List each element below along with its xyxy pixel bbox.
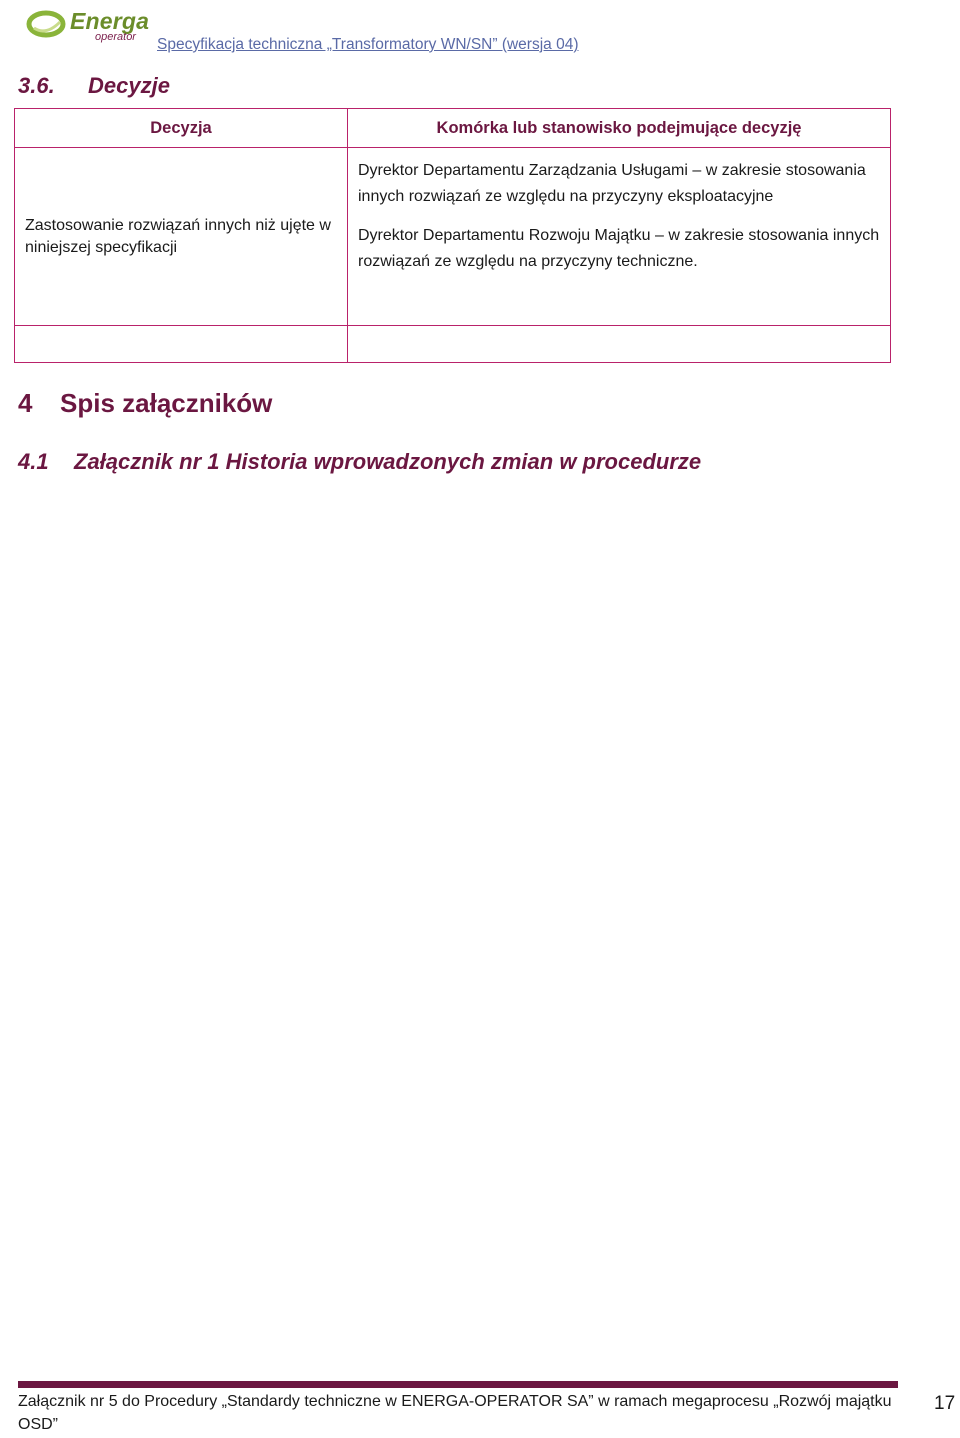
column-header-unit: Komórka lub stanowisko podejmujące decyzję <box>348 109 891 148</box>
footer-divider <box>18 1381 898 1388</box>
logo-name: Energa <box>70 8 150 34</box>
subchapter-heading <box>18 449 701 475</box>
decisions-table <box>14 108 891 363</box>
unit-paragraph: Dyrektor Departamentu Zarządzania Usługami – w zakresie stosowania innych rozwiązań ze względu na przyczyny eksploatacyjne <box>358 162 866 205</box>
footer-text: Załącznik nr 5 do Procedury „Standardy techniczne w ENERGA-OPERATOR SA” w ramach megaprocesu „Rozwój majątku OSD” <box>18 1393 892 1433</box>
section-number: 3.6. <box>18 73 55 98</box>
chapter-heading <box>18 388 272 419</box>
page-number: 17 <box>934 1393 956 1414</box>
table-row <box>15 148 891 326</box>
chapter-number: 4 <box>18 388 33 418</box>
section-title: Decyzje <box>88 73 170 98</box>
section-heading <box>18 73 170 99</box>
chapter-title: Spis załączników <box>60 388 273 418</box>
unit-cell <box>348 148 891 326</box>
empty-cell <box>348 326 891 363</box>
logo-swirl-icon <box>26 6 70 42</box>
logo-subtitle: operator <box>95 31 136 43</box>
decision-cell: Zastosowanie rozwiązań innych niż ujęte w niniejszej specyfikacji <box>15 148 348 326</box>
empty-table-row <box>15 326 891 363</box>
unit-paragraph: Dyrektor Departamentu Rozwoju Majątku – w zakresie stosowania innych rozwiązań ze względu na przyczyny techniczne. <box>358 227 880 270</box>
spec-title: Specyfikacja techniczna „Transformatory WN/SN” (wersja 04) <box>157 36 579 53</box>
subchapter-title: Załącznik nr 1 Historia wprowadzonych zmian w procedurze <box>74 449 702 474</box>
subchapter-number: 4.1 <box>18 449 49 474</box>
column-header-decision: Decyzja <box>15 109 348 148</box>
empty-cell <box>15 326 348 363</box>
energa-logo <box>26 6 166 46</box>
